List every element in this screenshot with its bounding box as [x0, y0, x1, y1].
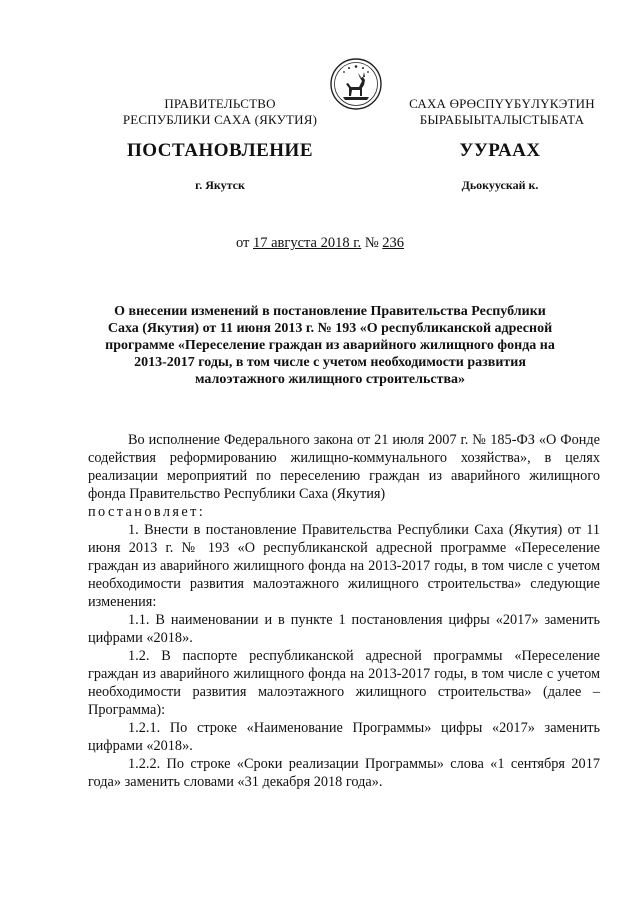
issuer-line-1-sah: САХА ӨРӨСПҮҮБҮЛҮКЭТИН	[409, 96, 595, 111]
clause-1: 1. Внести в постановление Правительства Республики Саха (Якутия) от 11 июня 2013 г. № 193 «О республиканской адресной программе «Переселение граждан из аварийного жилищного фонда на 2013-2017 годы, в том числе с учетом необходимости развития малоэтажного жилищного строительства» следующие изменения:	[88, 522, 600, 610]
issuer-line-2: РЕСПУБЛИКИ САХА (ЯКУТИЯ)	[122, 112, 318, 127]
clause-1-2-2: 1.2.2. По строке «Сроки реализации Программы» слова «1 сентября 2017 года» заменить словами «31 декабря 2018 года».	[88, 756, 600, 790]
clause-1-2: 1.2. В паспорте республиканской адресной программы «Переселение граждан из аварийного жилищного фонда на 2013-2017 годы, в том числе с учетом необходимости развития малоэтажного жилищного строительства» (далее – Программа):	[88, 648, 600, 718]
preamble-paragraph: Во исполнение Федерального закона от 21 июля 2007 г. № 185-ФЗ «О Фонде содействия реформированию жилищно-коммунального хозяйства», в целях реализации мероприятий по переселению граждан из аварийного жилищного фонда Правительство Республики Саха (Якутия)	[88, 432, 600, 502]
document-date: 17 августа 2018 г.	[253, 235, 362, 251]
number-sign: №	[364, 235, 379, 251]
city-sah: Дьокуускай к.	[461, 178, 539, 192]
document-title	[92, 303, 568, 388]
clause-1-2-1: 1.2.1. По строке «Наименование Программы» цифры «2017» заменить цифрами «2018».	[88, 720, 600, 754]
document-type-sah: УУРААХ	[459, 140, 541, 161]
title-line: Саха (Якутия) от 11 июня 2013 г. № 193 «О республиканской адресной	[107, 321, 553, 336]
issuer-line-1: ПРАВИТЕЛЬСТВО	[164, 96, 276, 111]
title-line: малоэтажного жилищного строительства»	[194, 372, 466, 387]
document-body	[88, 431, 600, 791]
resolves-word: постановляет:	[88, 504, 206, 520]
title-line: 2013-2017 годы, в том числе с учетом необходимости развития	[134, 355, 526, 370]
issuer-line-2-sah: БЫРАБЫЫТАЛЫСТЫБАТА	[419, 112, 585, 127]
document-dateline	[0, 235, 640, 252]
coat-of-arms-icon	[329, 57, 383, 111]
document-type-ru: ПОСТАНОВЛЕНИЕ	[126, 140, 314, 161]
issuer-header-ru	[120, 96, 320, 128]
title-line: О внесении изменений в постановление Правительства Республики	[114, 304, 546, 319]
clause-1-1: 1.1. В наименовании и в пункте 1 постановления цифры «2017» заменить цифрами «2018».	[88, 612, 600, 646]
document-number: 236	[382, 235, 405, 251]
city-ru: г. Якутск	[195, 178, 245, 192]
title-line: программе «Переселение граждан из аварийного жилищного фонда на	[105, 338, 555, 353]
issuer-header-sah	[402, 96, 602, 128]
date-prefix: от	[235, 235, 250, 251]
